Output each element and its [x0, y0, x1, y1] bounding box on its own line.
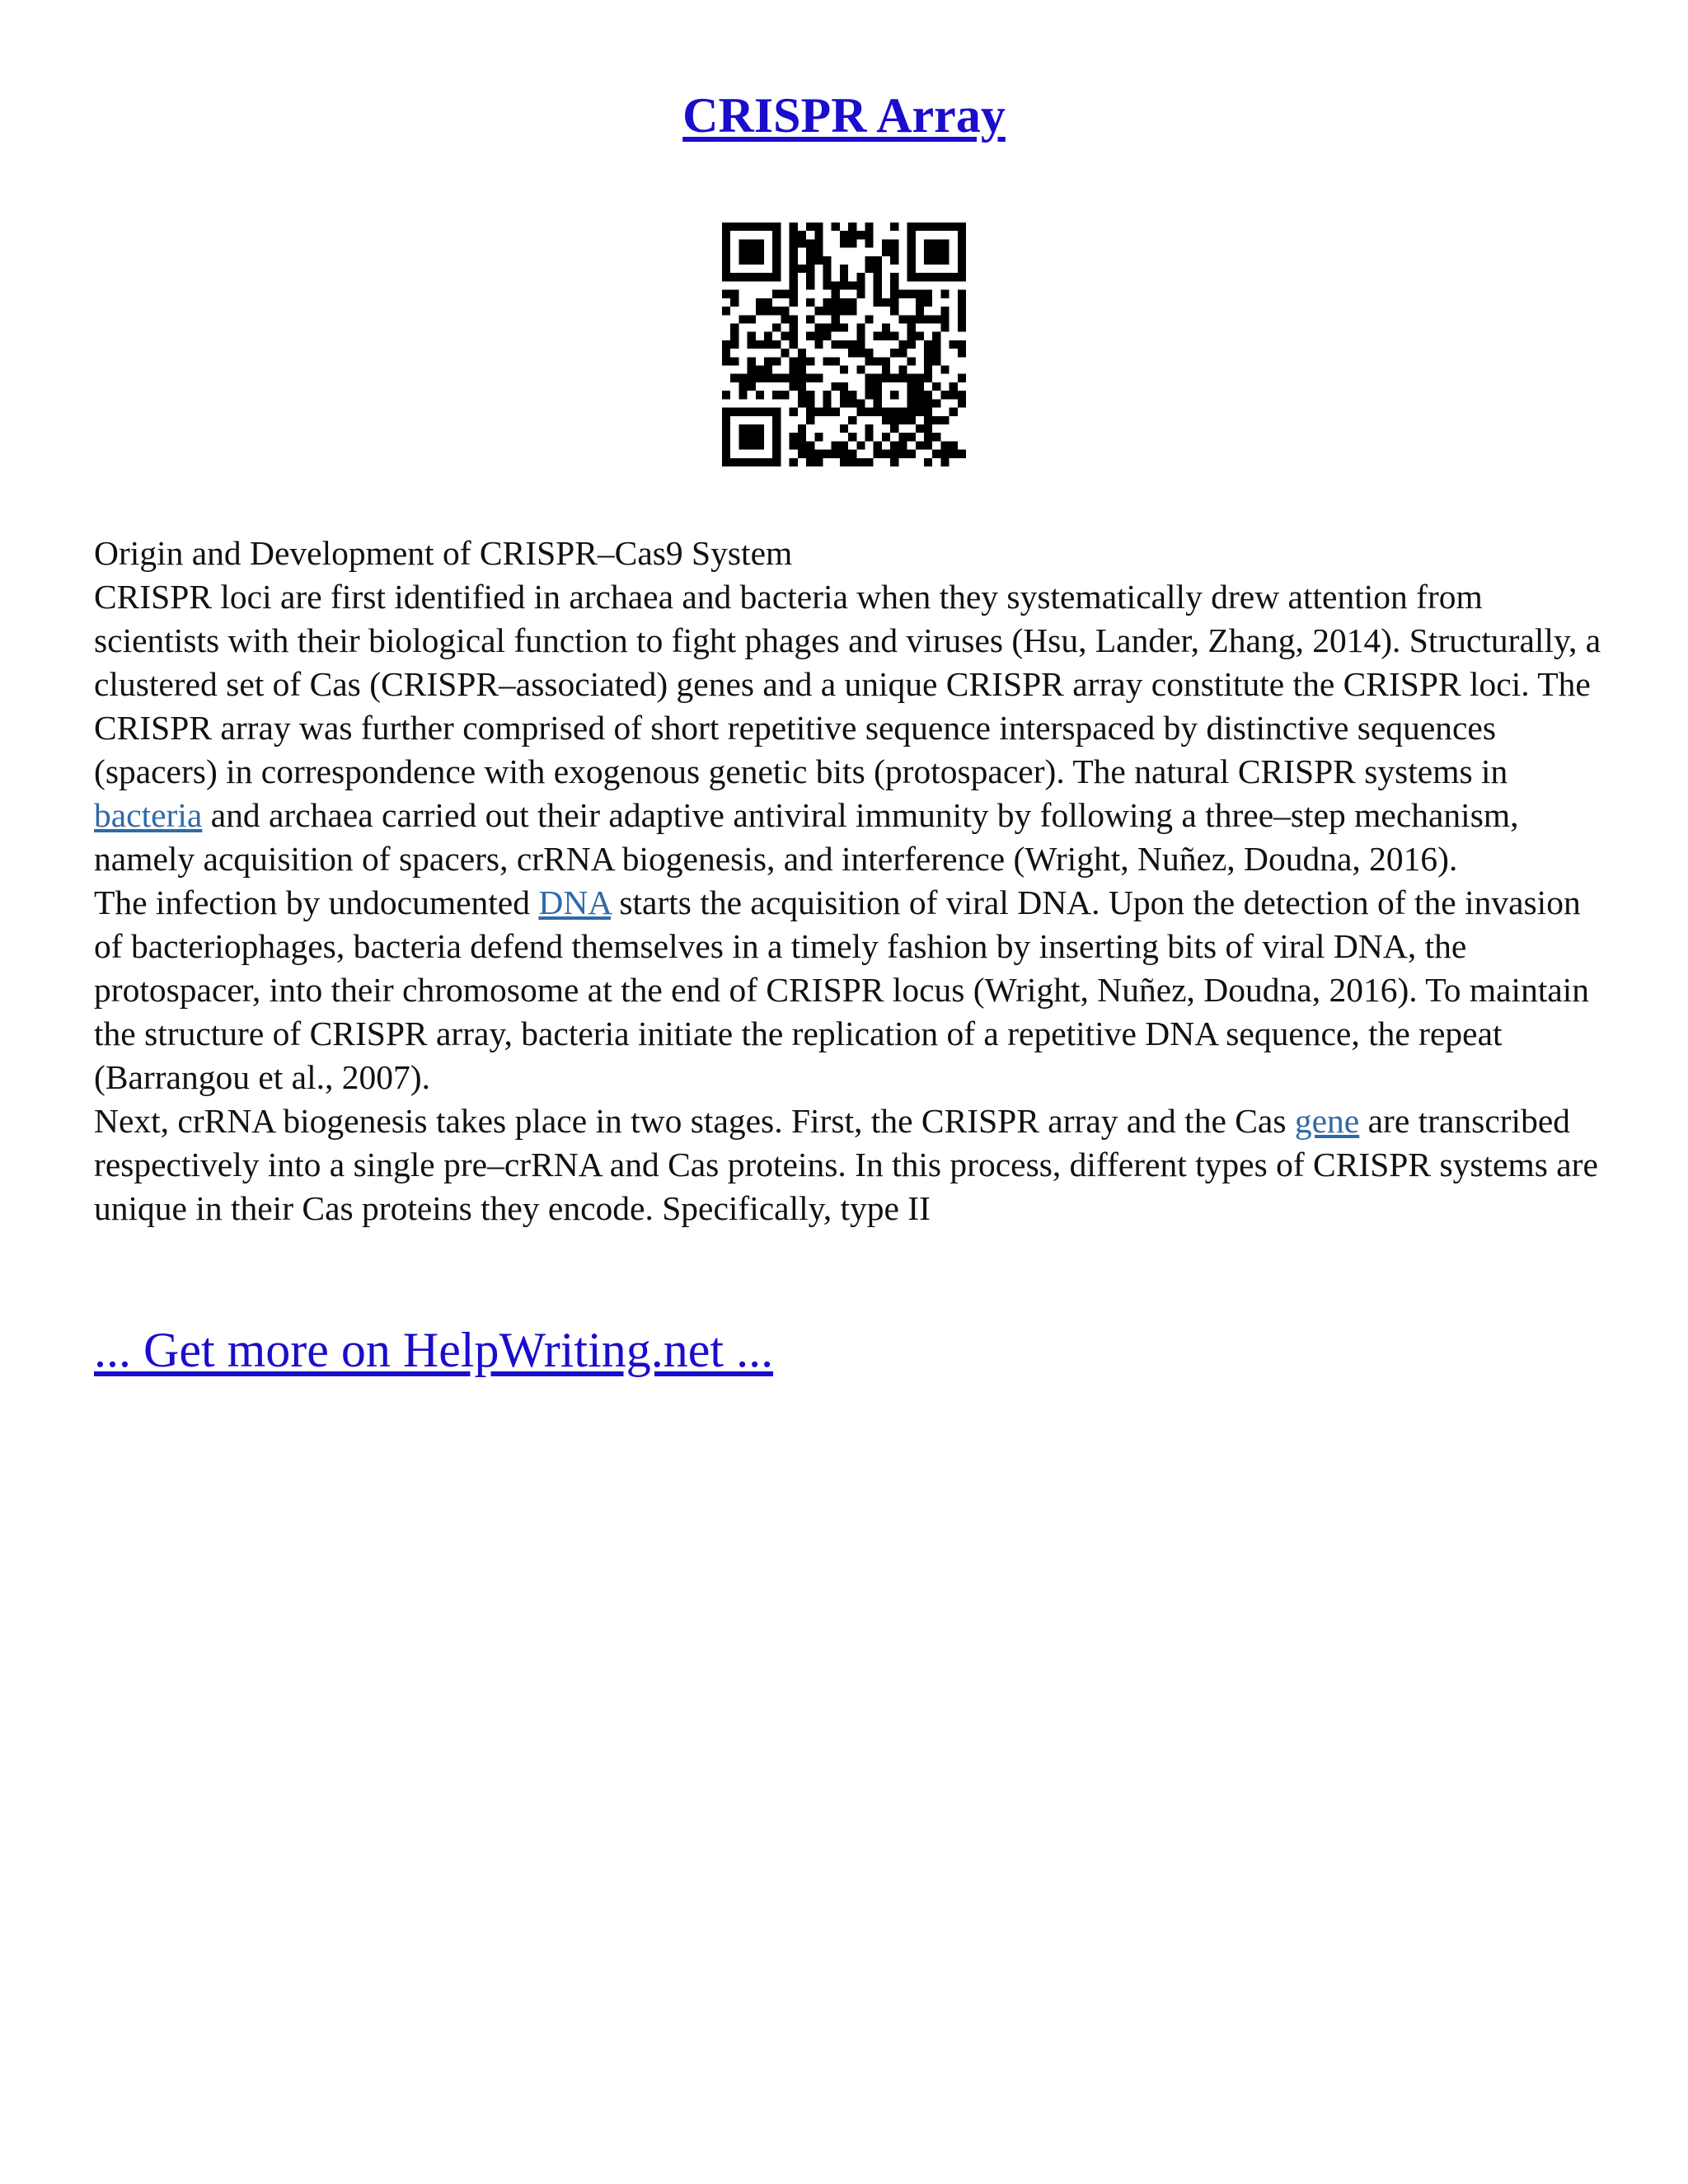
paragraph-2-text-b: starts the acquisition of viral DNA. Upon the detection of the invasion of bacteriophages, bacteria defend themselves in a timely fashion by inserting bits of viral DNA, the protospacer, into their chromosome at the end of CRISPR locus (Wright, Nuñez, Doudna, 2016). To maintain the structure of CRISPR array, bacteria initiate the replication of a repetitive DNA sequence, the repeat (Barrangou et al., 2007). [94, 883, 1590, 1096]
more-link-container [94, 1317, 773, 1383]
qr-code-icon [722, 223, 966, 466]
paragraph-1 [94, 575, 1602, 881]
paragraph-2 [94, 881, 1602, 1099]
paragraph-1-text-b: and archaea carried out their adaptive antiviral immunity by following a three–step mechanism, namely acquisition of spacers, crRNA biogenesis, and interference (Wright, Nuñez, Doudna, 2016). [94, 796, 1519, 878]
gene-link[interactable]: gene [1294, 1102, 1360, 1140]
paragraph-3 [94, 1099, 1602, 1230]
paragraph-1-text-a: CRISPR loci are first identified in archaea and bacteria when they systematically drew attention from scientists with their biological function to fight phages and viruses (Hsu, Lander, Zhang, 2014). Structurally, a clustered set of Cas (CRISPR–associated) genes and a unique CRISPR array constitute the CRISPR loci. The CRISPR array was further comprised of short repetitive sequence interspaced by distinctive sequences (spacers) in correspondence with exogenous genetic bits (protospacer). The natural CRISPR systems in [94, 578, 1601, 790]
page-title [0, 82, 1688, 148]
paragraph-3-text-b: are transcribed respectively into a single pre–crRNA and Cas proteins. In this process, different types of CRISPR systems are unique in their Cas proteins they encode. Specifically, type II [94, 1102, 1598, 1227]
article-body [94, 532, 1602, 1230]
article-heading: Origin and Development of CRISPR–Cas9 System [94, 534, 793, 572]
dna-link[interactable]: DNA [538, 883, 611, 921]
paragraph-2-text-a: The infection by undocumented [94, 883, 539, 921]
get-more-link[interactable]: ... Get more on HelpWriting.net ... [94, 1323, 774, 1377]
bacteria-link[interactable]: bacteria [94, 796, 203, 834]
title-link[interactable]: CRISPR Array [682, 88, 1006, 143]
paragraph-3-text-a: Next, crRNA biogenesis takes place in two stages. First, the CRISPR array and the Cas [94, 1102, 1295, 1140]
